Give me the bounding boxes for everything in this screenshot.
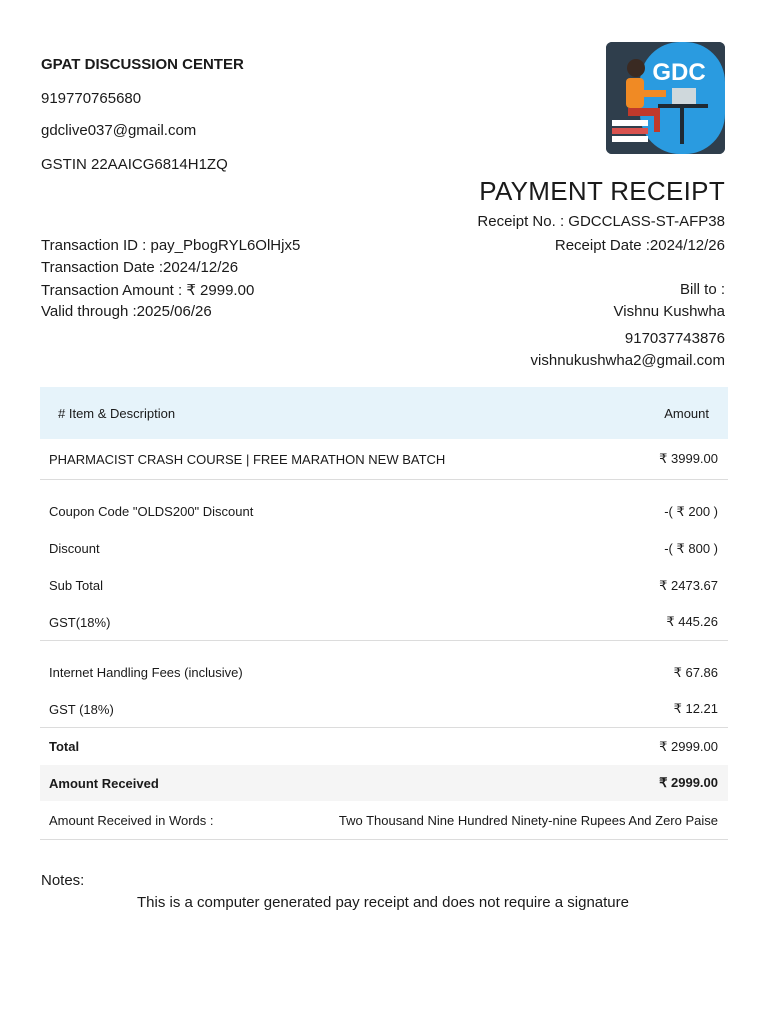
bill-to-email: vishnukushwha2@gmail.com xyxy=(530,352,725,369)
handling-gst-label: GST (18%) xyxy=(49,701,114,717)
company-phone: 919770765680 xyxy=(41,90,142,107)
subtotal-row xyxy=(40,567,728,604)
discount-row xyxy=(40,530,728,567)
words-label: Amount Received in Words : xyxy=(49,812,214,828)
received-amount: ₹ 2999.00 xyxy=(659,775,718,790)
valid-through: Valid through :2025/06/26 xyxy=(41,303,212,320)
handling-row xyxy=(40,654,728,691)
items-table xyxy=(40,387,728,840)
discount-label: Discount xyxy=(49,541,100,556)
bill-to-label: Bill to : xyxy=(679,281,725,298)
company-logo xyxy=(606,42,725,154)
header-item: # Item & Description xyxy=(58,405,176,421)
receipt-date: Receipt Date :2024/12/26 xyxy=(554,237,725,254)
handling-label: Internet Handling Fees (inclusive) xyxy=(49,665,243,680)
bill-to-name: Vishnu Kushwha xyxy=(613,303,725,320)
words-value: Two Thousand Nine Hundred Ninety-nine Rupees And Zero Paise xyxy=(338,812,718,828)
amount-words-row xyxy=(40,801,728,840)
notes-label: Notes: xyxy=(41,872,85,889)
subtotal-label: Sub Total xyxy=(49,578,103,593)
total-amount: ₹ 2999.00 xyxy=(659,738,718,754)
item-description: PHARMACIST CRASH COURSE | FREE MARATHON NEW BATCH xyxy=(49,451,446,467)
transaction-date: Transaction Date :2024/12/26 xyxy=(41,259,239,276)
company-name: GPAT DISCUSSION CENTER xyxy=(41,56,244,73)
received-label: Amount Received xyxy=(49,775,159,791)
table-row xyxy=(40,439,728,480)
subtotal-amount: ₹ 2473.67 xyxy=(659,577,718,593)
company-email: gdclive037@gmail.com xyxy=(41,122,197,139)
notes-text: This is a computer generated pay receipt and does not require a signature xyxy=(137,894,629,911)
item-amount: ₹ 3999.00 xyxy=(659,451,718,466)
handling-amount: ₹ 67.86 xyxy=(673,664,718,680)
total-label: Total xyxy=(49,739,80,754)
table-header xyxy=(40,387,728,439)
handling-gst-row xyxy=(40,691,728,728)
coupon-label: Coupon Code "OLDS200" Discount xyxy=(49,504,254,519)
total-row xyxy=(40,728,728,765)
header-amount: Amount xyxy=(664,405,709,421)
gst-label: GST(18%) xyxy=(49,614,111,630)
amount-received-row xyxy=(40,765,728,801)
company-gstin: GSTIN 22AAICG6814H1ZQ xyxy=(41,156,228,173)
gst-row xyxy=(40,604,728,641)
receipt-number: Receipt No. : GDCCLASS-ST-AFP38 xyxy=(477,213,725,230)
gst-amount: ₹ 445.26 xyxy=(666,614,718,629)
logo-text: GDC xyxy=(652,59,706,86)
coupon-row xyxy=(40,493,728,530)
receipt-title: PAYMENT RECEIPT xyxy=(479,176,725,206)
transaction-amount: Transaction Amount : ₹ 2999.00 xyxy=(41,282,255,299)
bill-to-phone: 917037743876 xyxy=(624,330,725,347)
handling-gst-amount: ₹ 12.21 xyxy=(673,701,718,716)
discount-amount: -( ₹ 800 ) xyxy=(664,540,718,556)
transaction-id: Transaction ID : pay_PbogRYL6OlHjx5 xyxy=(41,237,301,254)
coupon-amount: -( ₹ 200 ) xyxy=(664,503,718,519)
